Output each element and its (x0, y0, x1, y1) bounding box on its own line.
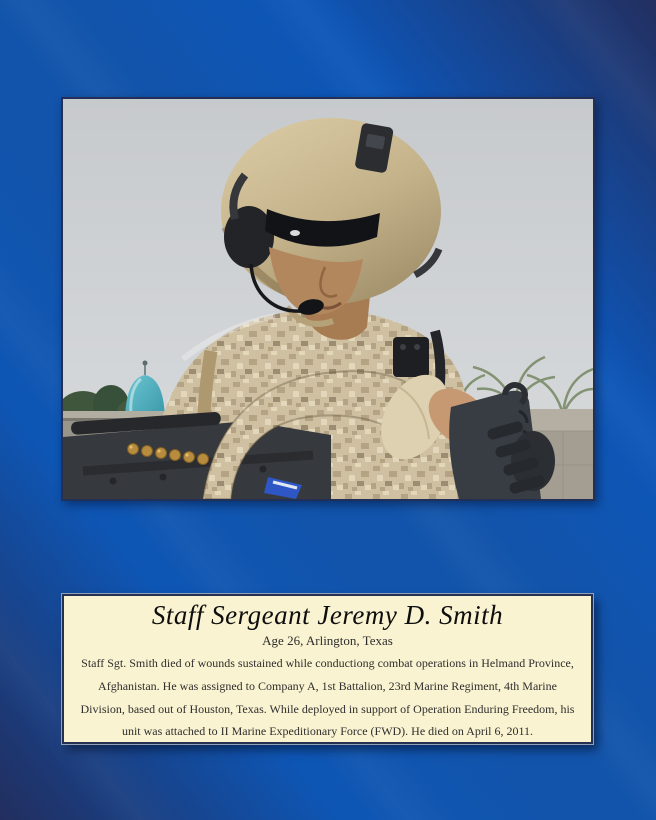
soldier-photo-illustration (63, 99, 593, 499)
memorial-subtitle: Age 26, Arlington, Texas (262, 633, 393, 649)
memorial-title: Staff Sergeant Jeremy D. Smith (151, 600, 504, 630)
memorial-plaque (62, 594, 593, 744)
soldier-photo (61, 97, 595, 501)
memorial-description: Staff Sgt. Smith died of wounds sustained while conductiong combat operations in Helmand Province, Afghanistan. He was assigned to Company A, 1st Battalion, 23rd Marine Regiment, 4th Marine Division, based out of Houston, Texas. While deployed in support of Operation Enduring Freedom, his unit was attached to II Marine Expeditionary Force (FWD). He died on April 6, 2011. (80, 655, 575, 739)
chest-radio (393, 337, 429, 377)
